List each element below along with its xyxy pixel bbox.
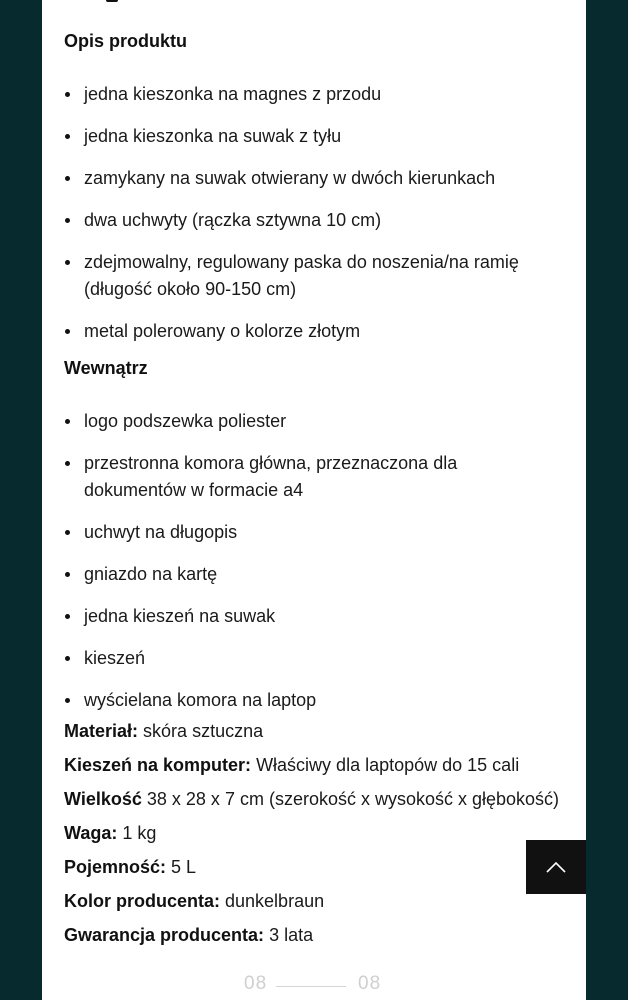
spec-color: Kolor producenta: dunkelbraun <box>64 891 325 911</box>
pager-current: 08 <box>244 973 268 994</box>
spec-laptop-pocket: Kieszeń na komputer: Właściwy dla laptopów do 15 cali <box>64 755 520 775</box>
spec-capacity: Pojemność: 5 L <box>64 857 197 877</box>
spec-size: Wielkość 38 x 28 x 7 cm (szerokość x wysokość x głębokość) <box>64 789 560 809</box>
pager-total: 08 <box>358 973 382 994</box>
list-item: wyścielana komora na laptop <box>64 687 564 714</box>
list-item: logo podszewka poliester <box>64 408 564 435</box>
list-item: jedna kieszonka na magnes z przodu <box>64 81 564 108</box>
list-item: zamykany na suwak otwierany w dwóch kierunkach <box>64 165 564 192</box>
list-item: dwa uchwyty (rączka sztywna 10 cm) <box>64 207 564 234</box>
section-title-opis: Opis produktu <box>64 31 187 51</box>
section-title-wewnatrz: Wewnątrz <box>64 358 148 378</box>
image-pager <box>0 973 628 1000</box>
list-item: metal polerowany o kolorze złotym <box>64 318 564 345</box>
list-item: gniazdo na kartę <box>64 561 564 588</box>
wewnatrz-list <box>64 408 564 729</box>
chevron-up-icon <box>545 860 567 874</box>
product-description-panel <box>42 0 586 1000</box>
spec-weight: Waga: 1 kg <box>64 823 157 843</box>
list-item: zdejmowalny, regulowany paska do noszenia/na ramię (długość około 90-150 cm) <box>64 249 564 303</box>
list-item: kieszeń <box>64 645 564 672</box>
scroll-to-top-button[interactable] <box>526 840 586 894</box>
spec-warranty: Gwarancja producenta: 3 lata <box>64 925 314 945</box>
specifications <box>64 718 564 956</box>
cropped-text-fragment <box>106 0 118 2</box>
spec-material: Materiał: skóra sztuczna <box>64 721 264 741</box>
list-item: uchwyt na długopis <box>64 519 564 546</box>
list-item: jedna kieszonka na suwak z tyłu <box>64 123 564 150</box>
opis-list <box>64 81 564 360</box>
pager-divider <box>276 986 346 987</box>
list-item: jedna kieszeń na suwak <box>64 603 564 630</box>
list-item: przestronna komora główna, przeznaczona dla dokumentów w formacie a4 <box>64 450 564 504</box>
